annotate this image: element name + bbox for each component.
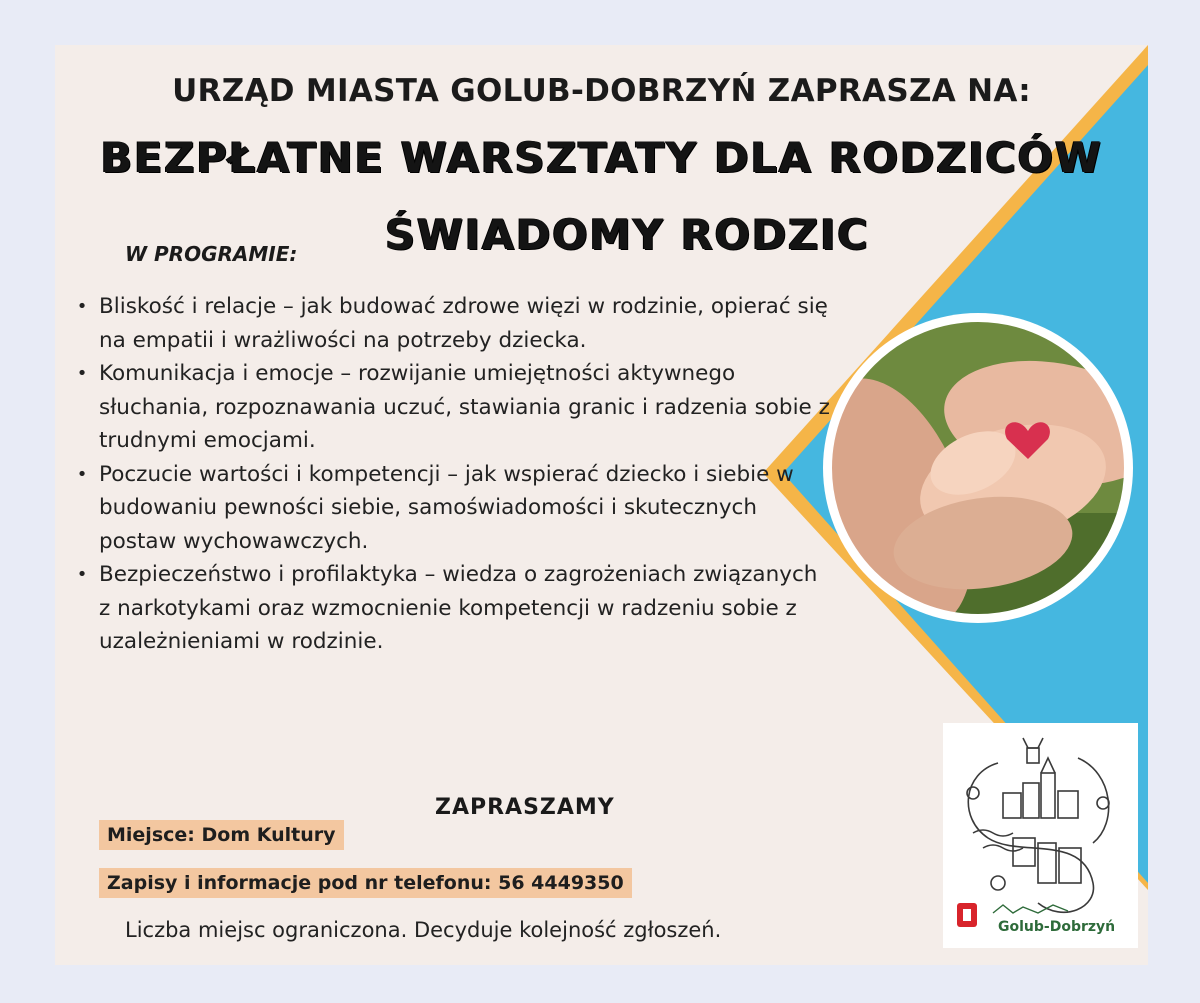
program-item: • Bezpieczeństwo i profilaktyka – wiedza o zagrożeniach związanych z narkotykami oraz wzmocnienie kompetencji w radzeniu sobie z uzależnieniami w rodzinie. bbox=[65, 558, 835, 659]
invite-heading: ZAPRASZAMY bbox=[435, 795, 615, 820]
program-item: • Komunikacja i emocje – rozwijanie umiejętności aktywnego słuchania, rozpoznawania uczuć, stawiania granic i radzenia sobie z trudnymi emocjami. bbox=[65, 357, 835, 458]
program-label: W PROGRAMIE: bbox=[125, 242, 298, 266]
hands-heart-image bbox=[823, 313, 1133, 623]
bullet-icon: • bbox=[76, 564, 88, 585]
workshop-subtitle: ŚWIADOMY RODZIC bbox=[385, 210, 870, 259]
bullet-icon: • bbox=[76, 296, 88, 317]
program-item: • Bliskość i relacje – jak budować zdrowe więzi w rodzinie, opierać się na empatii i wrażliwości na potrzeby dziecka. bbox=[65, 290, 835, 357]
limit-note: Liczba miejsc ograniczona. Decyduje kolejność zgłoszeń. bbox=[125, 918, 722, 942]
hands-heart-photo bbox=[823, 313, 1133, 623]
signup-tag: Zapisy i informacje pod nr telefonu: 56 4449350 bbox=[99, 868, 632, 898]
city-logo bbox=[943, 723, 1138, 948]
place-tag: Miejsce: Dom Kultury bbox=[99, 820, 344, 850]
bullet-icon: • bbox=[76, 463, 88, 485]
program-list bbox=[65, 290, 835, 659]
city-emblem-icon bbox=[943, 723, 1138, 948]
organizer-heading: URZĄD MIASTA GOLUB-DOBRZYŃ ZAPRASZA NA: bbox=[172, 73, 1031, 109]
program-item: • Poczucie wartości i kompetencji – jak wspierać dziecko i siebie w budowaniu pewności siebie, samoświadomości i skutecznych postaw wychowawczych. bbox=[65, 458, 835, 559]
workshop-title: BEZPŁATNE WARSZTATY DLA RODZICÓW bbox=[100, 133, 1103, 182]
logo-wordmark: Golub-Dobrzyń bbox=[998, 919, 1116, 935]
bullet-icon: • bbox=[76, 363, 88, 384]
poster bbox=[55, 45, 1148, 965]
